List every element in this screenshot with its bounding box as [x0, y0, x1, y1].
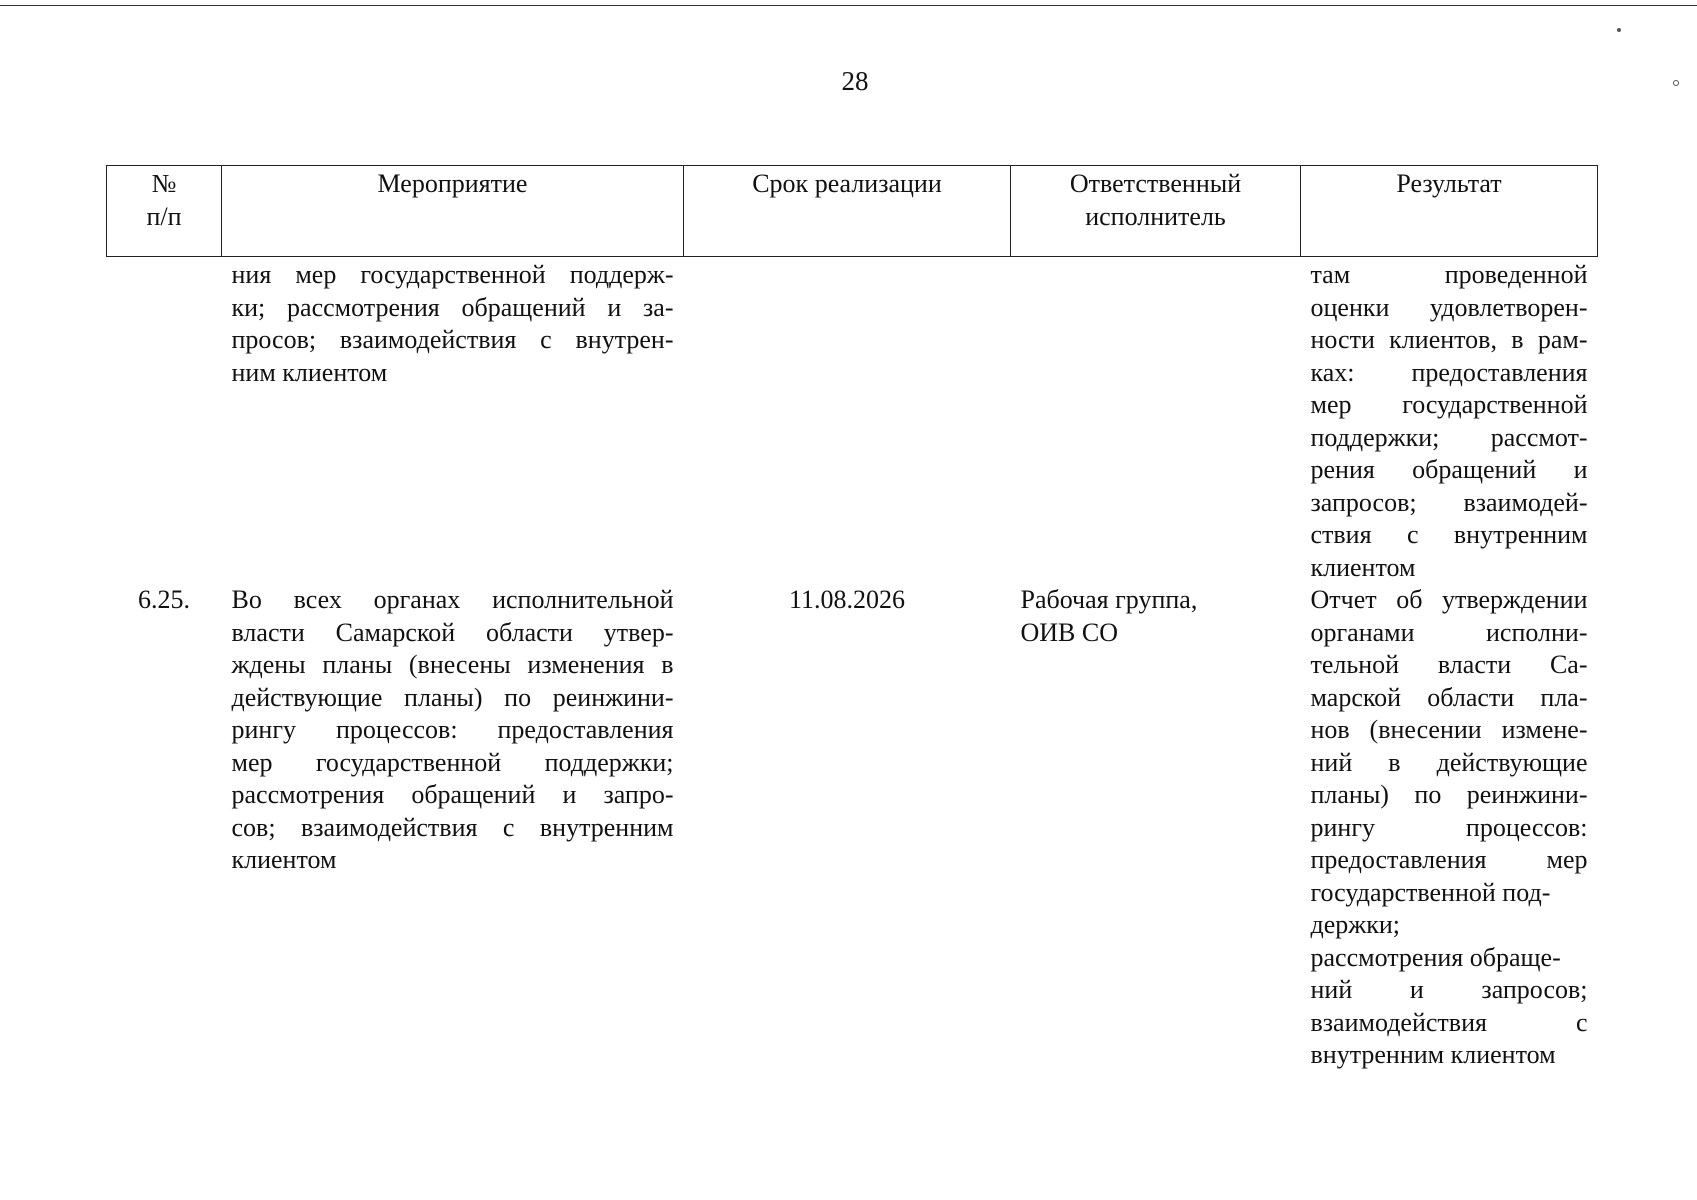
cell-event — [222, 257, 684, 585]
cell-result — [1301, 257, 1598, 585]
header-result — [1301, 166, 1598, 257]
event-line: Во всех органах исполнительной — [231, 585, 674, 614]
cell-term — [684, 257, 1011, 585]
scan-speck — [1617, 28, 1621, 32]
result-line: ках: предоставления — [1310, 357, 1588, 387]
cell-num — [107, 257, 222, 585]
result-line: марской области пла- — [1310, 682, 1588, 712]
header-event — [222, 166, 684, 257]
header-num — [107, 166, 222, 257]
cell-num: 6.25. — [138, 585, 190, 614]
result-line: государственной под- — [1310, 877, 1551, 907]
event-line: рингу процессов: предоставления — [231, 715, 674, 744]
result-line: держки; — [1310, 910, 1401, 939]
header-num-label: № п/п — [146, 169, 182, 231]
result-line: запросов; взаимодей- — [1310, 487, 1588, 517]
header-responsible — [1011, 166, 1301, 257]
result-line: планы) по реинжини- — [1310, 780, 1588, 809]
event-line: действующие планы) по реинжини- — [231, 682, 674, 712]
page-number: 28 — [841, 66, 869, 96]
result-line: внутренним клиентом — [1310, 1040, 1556, 1069]
header-result-label: Результат — [1396, 169, 1502, 198]
result-line: органами исполни- — [1310, 617, 1588, 647]
event-line: мер государственной поддержки; — [231, 747, 674, 777]
result-line: предоставления мер — [1310, 845, 1588, 874]
result-line: ний и запросов; — [1310, 975, 1588, 1004]
scan-speck — [1673, 80, 1679, 86]
event-line: ния мер государственной поддерж- — [231, 260, 674, 289]
event-line: власти Самарской области утвер- — [231, 617, 674, 647]
result-line: клиентом — [1310, 552, 1416, 582]
cell-responsible — [1011, 584, 1301, 1072]
event-line: ним клиентом — [231, 357, 388, 387]
result-line: рассмотрения обраще- — [1310, 942, 1561, 972]
header-responsible-label: Ответственный исполнитель — [1069, 169, 1242, 231]
result-line: Отчет об утверждении — [1310, 585, 1588, 614]
event-line: ки; рассмотрения обращений и за- — [231, 292, 674, 322]
header-event-label: Мероприятие — [377, 169, 528, 198]
event-line: ждены планы (внесены изменения в — [231, 650, 674, 679]
result-line: взаимодействия с — [1310, 1007, 1588, 1037]
result-line: тельной власти Са- — [1310, 650, 1588, 679]
result-line: там проведенной — [1310, 260, 1588, 289]
event-line: рассмотрения обращений и запро- — [231, 780, 674, 809]
event-line: клиентом — [231, 845, 337, 874]
responsible-line: Рабочая группа, — [1020, 585, 1198, 614]
table-row — [107, 584, 1598, 1072]
event-line: сов; взаимодействия с внутренним — [231, 812, 674, 842]
result-line: поддержки; рассмот- — [1310, 422, 1588, 452]
result-line: рингу процессов: — [1310, 812, 1588, 842]
header-term — [684, 166, 1011, 257]
event-line: просов; взаимодействия с внутрен- — [231, 325, 674, 354]
plan-table — [106, 165, 1598, 1072]
cell-event — [222, 584, 684, 1072]
result-line: ности клиентов, в рам- — [1310, 325, 1588, 354]
cell-responsible — [1011, 257, 1301, 585]
result-line: нов (внесении измене- — [1310, 715, 1588, 744]
cell-result — [1301, 584, 1598, 1072]
top-rule — [0, 5, 1697, 6]
result-line: мер государственной — [1310, 390, 1588, 419]
table-row — [107, 257, 1598, 585]
result-line: рения обращений и — [1310, 455, 1588, 484]
result-line: ствия с внутренним — [1310, 520, 1588, 549]
result-line: оценки удовлетворен- — [1310, 292, 1588, 322]
result-line: ний в действующие — [1310, 747, 1588, 777]
responsible-line: ОИВ СО — [1020, 617, 1119, 647]
header-term-label: Срок реализации — [752, 169, 942, 198]
cell-term: 11.08.2026 — [788, 585, 906, 614]
table-header — [107, 166, 1598, 257]
